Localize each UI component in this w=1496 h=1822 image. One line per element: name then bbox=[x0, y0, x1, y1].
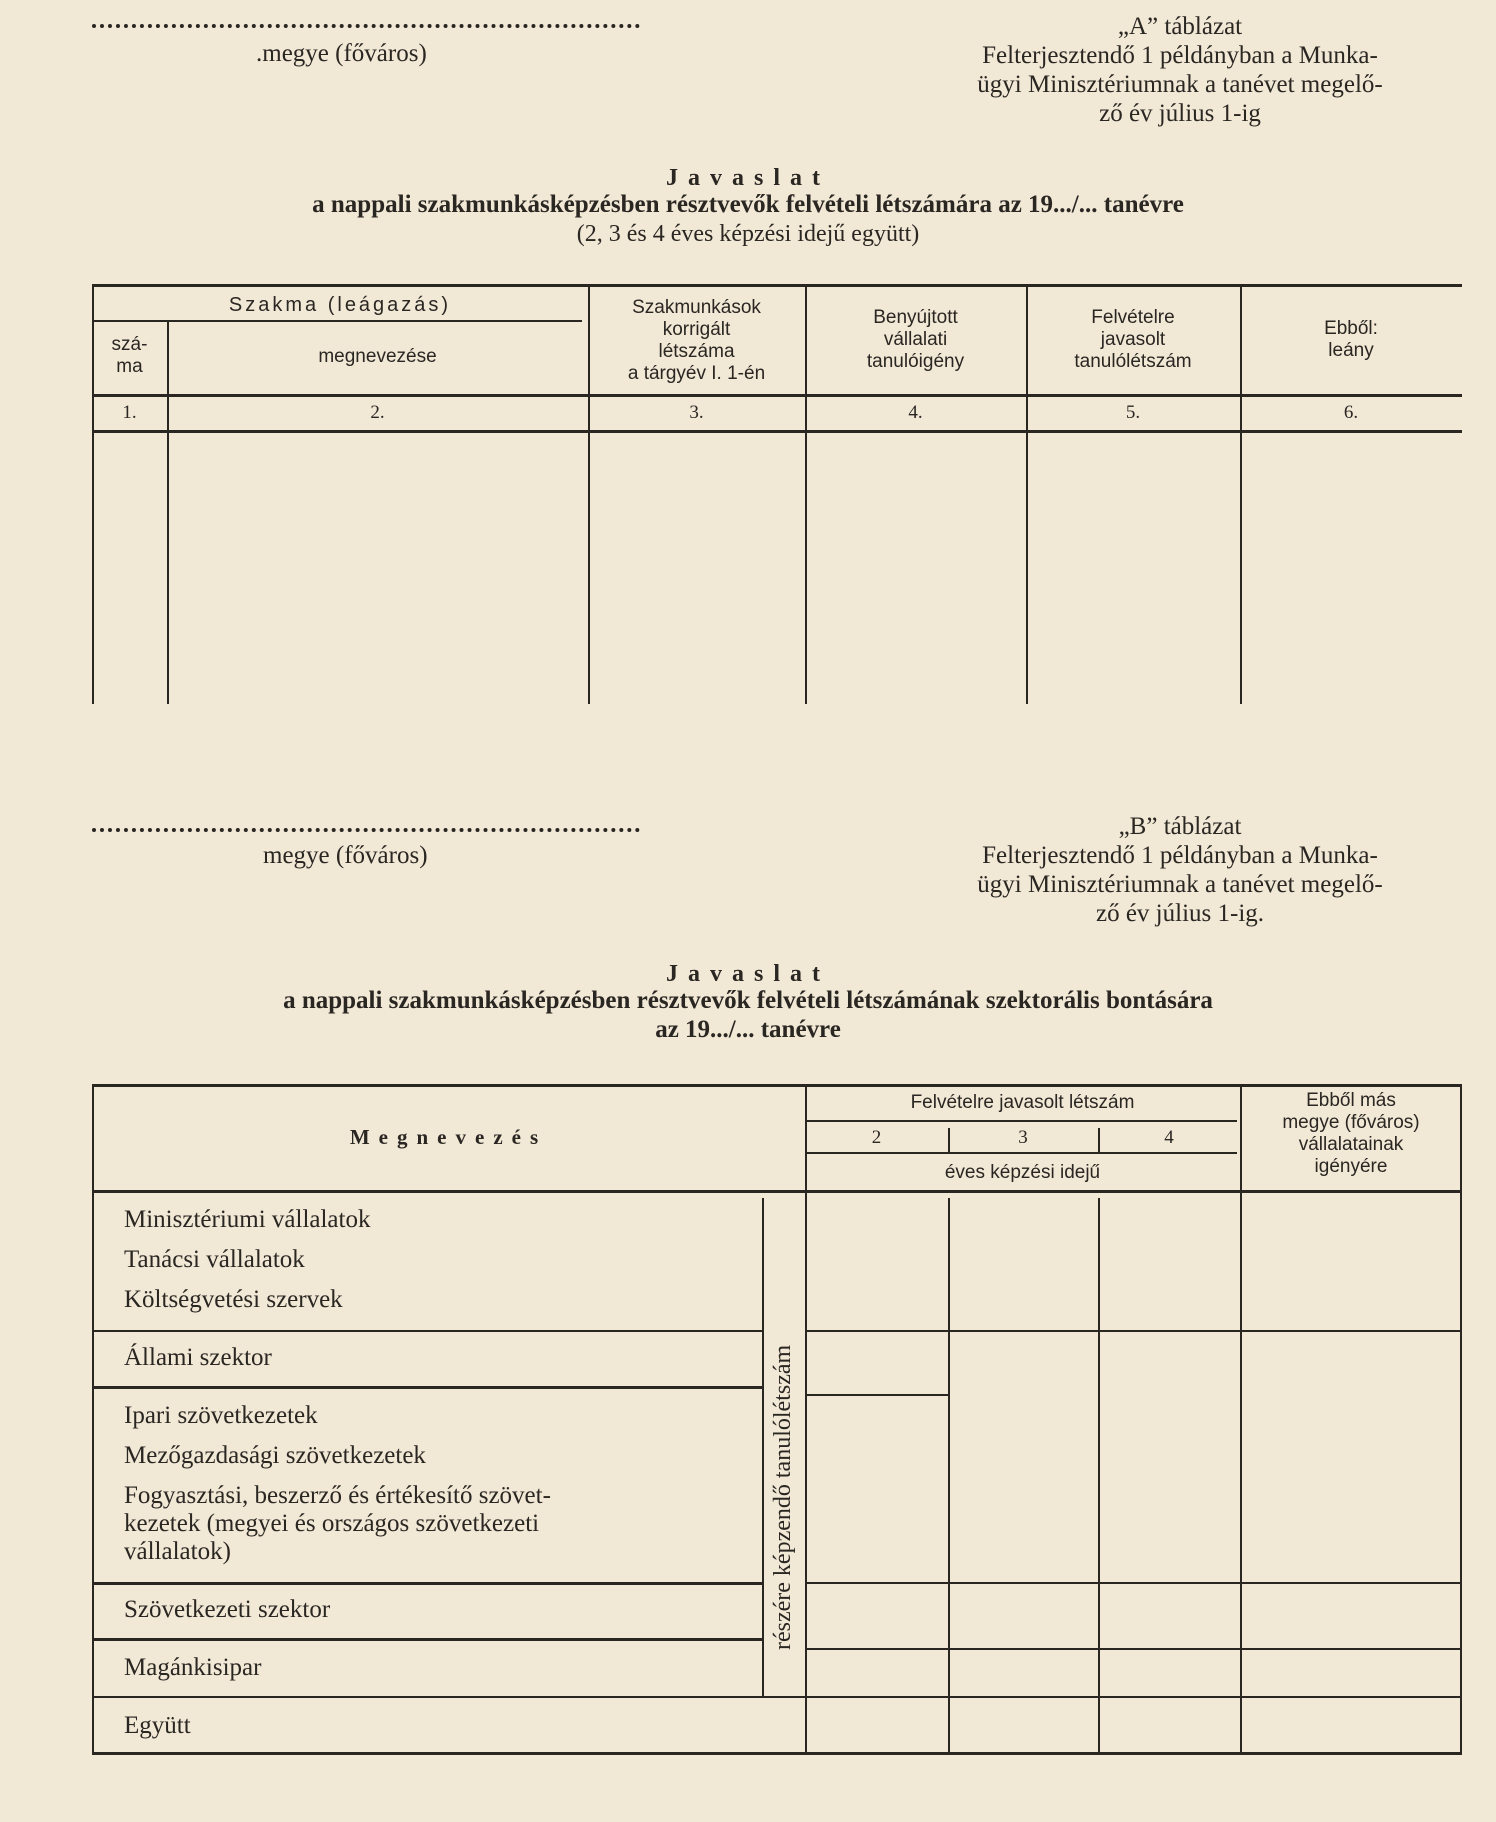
ref-label-b: „B” táblázat bbox=[1118, 813, 1242, 840]
header-megnevezes: Megnevezés bbox=[349, 1125, 548, 1149]
b-col-border-1 bbox=[805, 1084, 807, 1754]
row-state-sector: Állami szektor bbox=[124, 1344, 272, 1371]
col-number-2: 2. bbox=[370, 402, 385, 423]
instruction-line-3: ző év július 1-ig bbox=[1099, 100, 1261, 127]
years-divider bbox=[805, 1152, 1237, 1154]
header-megnevezese: megnevezése bbox=[318, 346, 437, 367]
col-number-1: 1. bbox=[122, 402, 137, 423]
instruction-b-line-3: ző év július 1-ig. bbox=[1095, 900, 1265, 927]
header-year-3: 3 bbox=[1018, 1127, 1028, 1148]
county-label-b: megye (főváros) bbox=[263, 842, 428, 869]
header-bottom-border bbox=[92, 394, 1462, 397]
col-number-5: 5. bbox=[1125, 402, 1141, 423]
header-col5: Felvételre javasolt tanulólétszám bbox=[1074, 307, 1192, 372]
county-dotted-line-b bbox=[92, 828, 640, 832]
row-coop-sector: Szövetkezeti szektor bbox=[124, 1596, 331, 1623]
b-col-border-4 bbox=[1240, 1084, 1242, 1754]
instruction-b-line-2: ügyi Minisztériumnak a tanévet megelő- bbox=[977, 871, 1383, 898]
b-col-border-2 bbox=[948, 1198, 950, 1754]
row-private: Magánkisipar bbox=[124, 1654, 262, 1681]
table-a-reference bbox=[900, 12, 1460, 128]
row-total: Együtt bbox=[124, 1712, 191, 1739]
ref-label: „A” táblázat bbox=[1117, 13, 1243, 40]
vertical-label: részére képzendő tanulólétszám bbox=[770, 1344, 796, 1650]
header-year-4: 4 bbox=[1164, 1127, 1174, 1148]
b-col-border-label bbox=[762, 1198, 764, 1696]
table-b-subtitle-2: az 19.../... tanévre bbox=[655, 1016, 841, 1043]
header-szakma: Szakma (leágazás) bbox=[228, 294, 452, 316]
row-consumer: Fogyasztási, beszerző és értékesítő szövet- kezetek (megyei és országos szövetkezeti vállalatok) bbox=[124, 1482, 551, 1565]
coop-top-rule-values bbox=[805, 1582, 1462, 1584]
row-agricultural: Mezőgazdasági szövetkezetek bbox=[124, 1442, 426, 1469]
header-szama: szá- ma bbox=[111, 334, 148, 377]
col-number-6: 6. bbox=[1343, 402, 1359, 423]
table-b-subtitle: a nappali szakmunkásképzésben résztvevők felvételi létszámának szektorális bontására bbox=[283, 987, 1213, 1014]
state-bottom-rule-values bbox=[805, 1394, 950, 1396]
numbers-bottom-border bbox=[92, 430, 1462, 433]
header-col4: Benyújtott vállalati tanulóigény bbox=[866, 307, 965, 372]
table-b-title: Javaslat bbox=[666, 961, 830, 987]
table-a-title: Javaslat bbox=[666, 165, 830, 191]
table-a-subtitle: a nappali szakmunkásképzésben résztvevők felvételi létszámára az 19.../... tanévre bbox=[312, 191, 1184, 218]
row-budget: Költségvetési szervek bbox=[124, 1286, 343, 1313]
state-top-rule bbox=[92, 1330, 762, 1332]
coop-top-rule bbox=[92, 1582, 762, 1585]
szakma-divider bbox=[92, 320, 582, 322]
instruction-line-2: ügyi Minisztériumnak a tanévet megelő- bbox=[977, 71, 1383, 98]
row-ministerial: Minisztériumi vállalatok bbox=[124, 1206, 371, 1233]
b-col-border-5 bbox=[1460, 1084, 1462, 1754]
private-bottom-rule bbox=[92, 1696, 1462, 1698]
header-proposed: Felvételre javasolt létszám bbox=[910, 1092, 1135, 1113]
row-council: Tanácsi vállalatok bbox=[124, 1246, 305, 1273]
b-col-border-3 bbox=[1098, 1198, 1100, 1754]
header-years-label: éves képzési idejű bbox=[944, 1162, 1101, 1183]
col-number-4: 4. bbox=[908, 402, 923, 423]
table-b-header-bottom bbox=[92, 1190, 1462, 1193]
header-col3: Szakmunkások korrigált létszáma a tárgyév I. 1-én bbox=[627, 297, 766, 384]
county-dotted-line bbox=[92, 24, 640, 28]
coop-bottom-rule-values bbox=[805, 1648, 1462, 1650]
county-label: .megye (főváros) bbox=[256, 40, 427, 67]
state-bottom-rule bbox=[92, 1386, 762, 1389]
coop-bottom-rule bbox=[92, 1638, 762, 1641]
state-top-rule-values bbox=[805, 1330, 1462, 1332]
col-number-3: 3. bbox=[689, 402, 704, 423]
table-b-top-border bbox=[92, 1084, 1462, 1087]
header-col6: Ebből: leány bbox=[1324, 318, 1378, 361]
row-industrial: Ipari szövetkezetek bbox=[124, 1402, 318, 1429]
instruction-b-line-1: Felterjesztendő 1 példányban a Munka- bbox=[982, 842, 1378, 869]
instruction-line-1: Felterjesztendő 1 példányban a Munka- bbox=[982, 42, 1378, 69]
table-a-note: (2, 3 és 4 éves képzési idejű együtt) bbox=[576, 221, 920, 247]
b-col-border-0 bbox=[92, 1084, 94, 1754]
header-other-county: Ebből más megye (főváros) vállalatainak igényére bbox=[1282, 1090, 1420, 1177]
table-b-reference bbox=[900, 812, 1460, 928]
header-year-2: 2 bbox=[871, 1127, 882, 1148]
table-b-bottom-border bbox=[92, 1752, 1462, 1755]
table-a-top-border bbox=[92, 284, 1462, 287]
col-border-1 bbox=[167, 320, 169, 704]
proposed-divider bbox=[805, 1120, 1237, 1122]
